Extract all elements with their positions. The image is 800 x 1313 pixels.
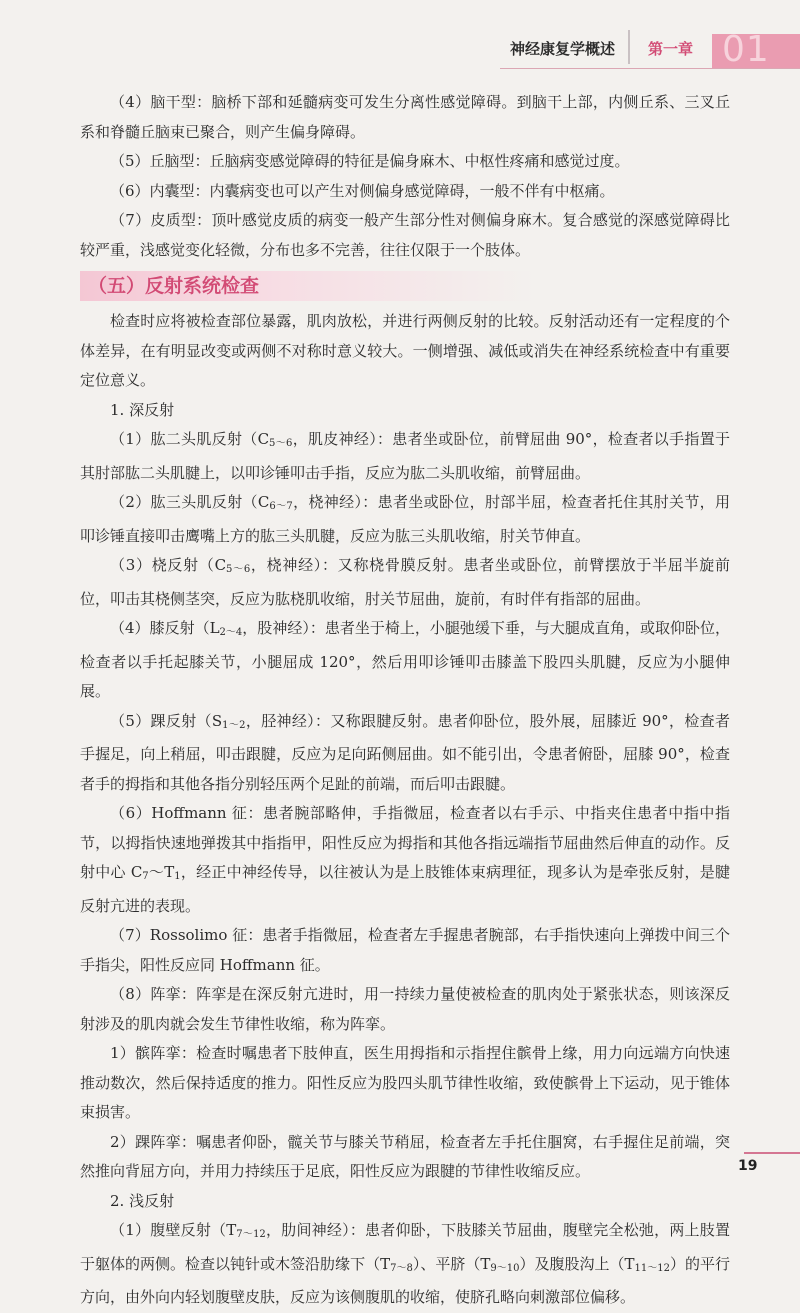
running-header-book-title: 神经康复学概述 [510, 40, 616, 58]
page-body [80, 88, 730, 1313]
paragraph-clonus: （8）阵挛：阵挛是在深反射亢进时，用一持续力量使被检查的肌肉处于紧张状态，则该深反射涉及的肌肉就会发生节律性收缩，称为阵挛。 [80, 985, 730, 1033]
paragraph-triceps-reflex: （2）肱三头肌反射（$C_{6\sim 7}$，桡神经）：患者坐或卧位，肘部半屈，检查者托住其肘关节，用叩诊锤直接叩击鹰嘴上方的肱三头肌腱，反应为肱三头肌收缩，肘关节伸直。 [80, 493, 730, 545]
paragraph-hoffmann-sign: （6）Hoffmann 征：患者腕部略伸，手指微屈，检查者以右手示、中指夹住患者中指中指节，以拇指快速地弹拨其中指指甲，阳性反应为拇指和其他各指远端指节屈曲然后伸直的动作。反射中心 $C_7\sim T_1$，经正中神经传导，以往被认为是上肢锥体束病理征，现多认为是牵张反射，是腱反射亢进的表现。 [80, 804, 730, 915]
paragraph-knee-reflex: （4）膝反射（$L_{2\sim 4}$，股神经）：患者坐于椅上，小腿弛缓下垂，与大腿成直角，或取仰卧位，检查者以手托起膝关节，小腿屈成 120°，然后用叩诊锤叩击膝盖下股四头肌腱，反应为小腿伸展。 [80, 619, 730, 700]
paragraph-internal-capsule: （6）内囊型：内囊病变也可以产生对侧偏身感觉障碍，一般不伴有中枢痛。 [110, 181, 615, 200]
paragraph-intro: 检查时应将被检查部位暴露，肌肉放松，并进行两侧反射的比较。反射活动还有一定程度的个体差异，在有明显改变或两侧不对称时意义较大。一侧增强、减低或消失在神经系统检查中有重要定位意义。 [80, 312, 730, 389]
page-number: 19 [738, 1158, 758, 1174]
paragraph-abdominal-reflex: （1）腹壁反射（$T_{7\sim 12}$，肋间神经）：患者仰卧，下肢膝关节屈曲，腹壁完全松弛，两上肢置于躯体的两侧。检查以钝针或木签沿肋缘下$(T_{7\sim 8})$、平脐$(T_{9\sim 10})$及腹股沟上$(T_{11\sim 12})$的平行方向，由外向内轻划腹壁皮肤，反应为该侧腹肌的收缩，使脐孔略向刺激部位偏移。 [80, 1221, 730, 1306]
subheading-superficial-reflex: 2. 浅反射 [110, 1191, 175, 1210]
paragraph-thalamus: （5）丘脑型：丘脑病变感觉障碍的特征是偏身麻木、中枢性疼痛和感觉过度。 [110, 152, 630, 170]
section-heading: （五）反射系统检查 [80, 271, 730, 301]
chapter-number: 01 [722, 29, 770, 70]
subheading-deep-reflex: 1. 深反射 [110, 400, 175, 419]
header-separator [628, 30, 630, 64]
running-header-chapter: 第一章 [648, 40, 694, 58]
paragraph-biceps-reflex: （1）肱二头肌反射（$C_{5\sim 6}$，肌皮神经）：患者坐或卧位，前臂屈曲 90°，检查者以手指置于其肘部肱二头肌腱上，以叩诊锤叩击手指，反应为肱二头肌收缩，前臂屈曲。 [80, 430, 731, 482]
paragraph-patellar-clonus: 1）髌阵挛：检查时嘱患者下肢伸直，医生用拇指和示指捏住髌骨上缘，用力向远端方向快速推动数次，然后保持适度的推力。阳性反应为股四头肌节律性收缩，致使髌骨上下运动，见于锥体束损害。 [80, 1044, 730, 1121]
paragraph-cortex: （7）皮质型：顶叶感觉皮质的病变一般产生部分性对侧偏身麻木。复合感觉的深感觉障碍比较严重，浅感觉变化轻微，分布也多不完善，往往仅限于一个肢体。 [80, 211, 730, 259]
paragraph-ankle-reflex: （5）踝反射（$S_{1\sim 2}$，胫神经）：又称跟腱反射。患者仰卧位，股外展，屈膝近 90°，检查者手握足，向上稍屈，叩击跟腱，反应为足向跖侧屈曲。如不能引出，令患者俯卧，屈膝 90°，检查者手的拇指和其他各指分别轻压两个足趾的前端，而后叩击跟腱。 [80, 711, 730, 793]
footer-rule [744, 1152, 800, 1154]
paragraph-ankle-clonus: 2）踝阵挛：嘱患者仰卧，髋关节与膝关节稍屈，检查者左手托住腘窝，右手握住足前端，突然推向背屈方向，并用力持续压于足底，阳性反应为跟腱的节律性收缩反应。 [80, 1132, 730, 1180]
paragraph-radial-reflex: （3）桡反射（$C_{5\sim 6}$，桡神经）：又称桡骨膜反射。患者坐或卧位，前臂摆放于半屈半旋前位，叩击其桡侧茎突，反应为肱桡肌收缩，肘关节屈曲，旋前，有时伴有指部的屈曲。 [80, 556, 730, 608]
paragraph-rossolimo-sign: （7）Rossolimo 征：患者手指微屈，检查者左手握患者腕部，右手指快速向上弹拨中间三个手指尖，阳性反应同 Hoffmann 征。 [80, 926, 730, 974]
paragraph-brainstem: （4）脑干型：脑桥下部和延髓病变可发生分离性感觉障碍。到脑干上部，内侧丘系、三叉丘系和脊髓丘脑束已聚合，则产生偏身障碍。 [80, 93, 730, 141]
